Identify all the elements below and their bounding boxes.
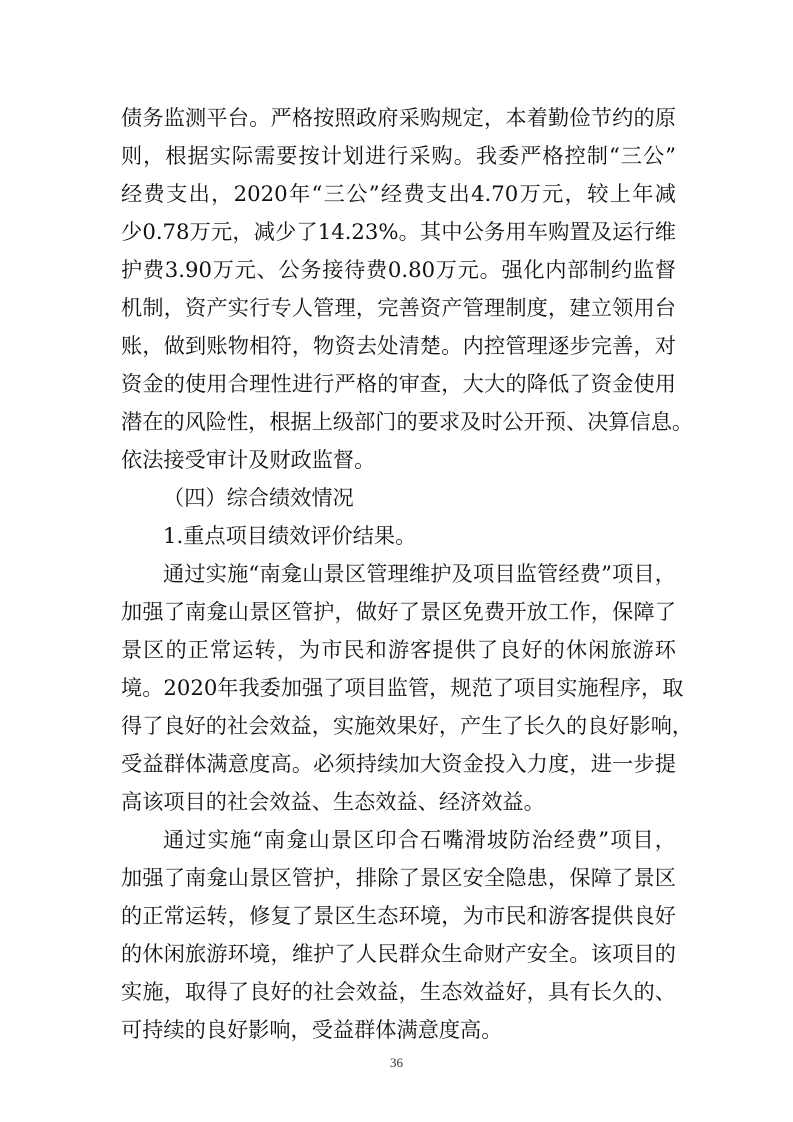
body-line: 景区的正常运转，为市民和游客提供了良好的休闲旅游环 xyxy=(121,637,676,662)
body-line: 则，根据实际需要按计划进行采购。我委严格控制“三公” xyxy=(121,143,676,168)
body-line: 机制，资产实行专人管理，完善资产管理制度，建立领用台 xyxy=(121,295,676,320)
body-line: 境。2020年我委加强了项目监管，规范了项目实施程序，取 xyxy=(121,675,684,700)
body-line: 账，做到账物相符，物资去处清楚。内控管理逐步完善，对 xyxy=(121,333,676,358)
body-line: 通过实施“南龛山景区印合石嘴滑坡防治经费”项目， xyxy=(163,827,676,852)
body-line: 的正常运转，修复了景区生态环境，为市民和游客提供良好 xyxy=(121,903,676,928)
body-line: 潜在的风险性，根据上级部门的要求及时公开预、决算信息。 xyxy=(121,409,694,434)
section-heading: （四）综合绩效情况 xyxy=(163,485,354,510)
body-line: 可持续的良好影响，受益群体满意度高。 xyxy=(121,1017,503,1042)
body-line: 受益群体满意度高。必须持续加大资金投入力度，进一步提 xyxy=(121,751,676,776)
body-line: 资金的使用合理性进行严格的审查，大大的降低了资金使用 xyxy=(121,371,676,396)
body-line: 加强了南龛山景区管护，排除了景区安全隐患，保障了景区 xyxy=(121,865,676,890)
body-line: 护费3.90万元、公务接待费0.80万元。强化内部制约监督 xyxy=(121,257,676,282)
subsection-heading: 1.重点项目绩效评价结果。 xyxy=(163,523,417,548)
body-line: 经费支出，2020年“三公”经费支出4.70万元，较上年减 xyxy=(121,181,676,206)
body-line: 得了良好的社会效益，实施效果好，产生了长久的良好影响， xyxy=(121,713,694,738)
body-line: 高该项目的社会效益、生态效益、经济效益。 xyxy=(121,789,545,814)
body-line: 依法接受审计及财政监督。 xyxy=(121,447,376,472)
body-line: 的休闲旅游环境，维护了人民群众生命财产安全。该项目的 xyxy=(121,941,676,966)
body-line: 加强了南龛山景区管护，做好了景区免费开放工作，保障了 xyxy=(121,599,676,624)
page-number: 36 xyxy=(390,1055,403,1070)
body-line: 少0.78万元，减少了14.23%。其中公务用车购置及运行维 xyxy=(121,219,676,244)
body-line: 通过实施“南龛山景区管理维护及项目监管经费”项目， xyxy=(163,561,676,586)
body-line: 实施，取得了良好的社会效益，生态效益好，具有长久的、 xyxy=(121,979,676,1004)
body-line: 债务监测平台。严格按照政府采购规定，本着勤俭节约的原 xyxy=(121,105,676,130)
